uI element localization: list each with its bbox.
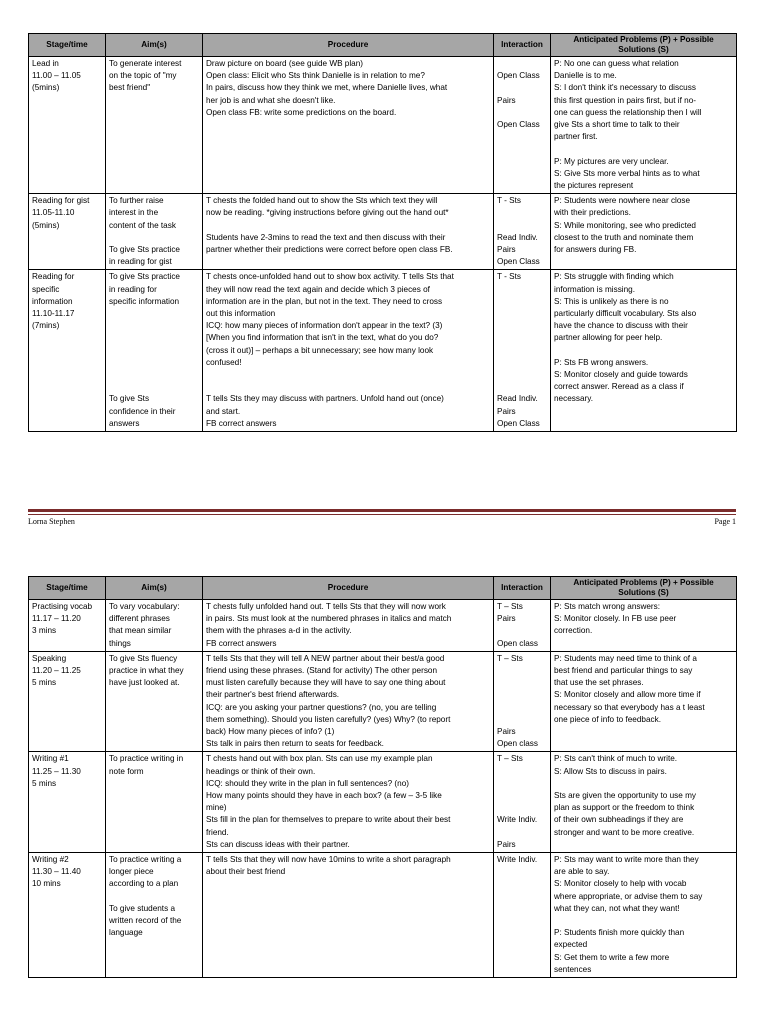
lesson-plan-table-page2	[28, 576, 737, 978]
stage-line: 10 mins	[32, 879, 61, 889]
interaction-line	[497, 369, 547, 381]
procedure-line: them something). Should you listen carefully? (yes) Why? (to report	[206, 714, 451, 724]
problems-line: Danielle is to me.	[554, 71, 617, 81]
stage-line: 5 mins	[32, 778, 57, 788]
aims-line	[109, 320, 199, 332]
procedure-line: they will now read the text again and decide which 3 pieces of	[206, 284, 430, 294]
table-body	[29, 600, 737, 978]
stage-line: Writing #2	[32, 855, 69, 865]
interaction-line	[497, 58, 547, 70]
problems-line: partner first.	[554, 132, 598, 142]
stage-line: 11.05-11.10	[32, 208, 75, 218]
cell-procedure	[203, 853, 494, 978]
aims-line	[109, 345, 199, 357]
cell-procedure	[203, 600, 494, 652]
procedure-line: Students have 2-3mins to read the text and then discuss with their	[206, 232, 446, 242]
table-header-row	[29, 577, 737, 600]
interaction-line	[497, 296, 547, 308]
cell-procedure	[203, 651, 494, 752]
problems-line: Sts are given the opportunity to use my	[554, 791, 696, 801]
cell-problems	[551, 57, 737, 194]
procedure-line: them with the phrases a-d in the activity.	[206, 626, 352, 636]
interaction-line: Pairs	[497, 614, 516, 624]
problems-line: this first question in pairs first, but if no-	[554, 95, 696, 105]
procedure-line: out this information	[206, 309, 276, 319]
lesson-plan-table-page1	[28, 33, 737, 432]
cell-problems	[551, 600, 737, 652]
interaction-line	[497, 345, 547, 357]
header-stage: Stage/time	[29, 577, 106, 600]
problems-line: necessary.	[554, 394, 593, 404]
aims-line: note form	[109, 766, 144, 776]
interaction-line: Pairs	[497, 839, 516, 849]
aims-line	[109, 308, 199, 320]
interaction-line	[497, 677, 547, 689]
header-interaction: Interaction	[494, 577, 551, 600]
header-problems-line2: Solutions (S)	[618, 45, 669, 54]
stage-line: Reading for	[32, 272, 75, 282]
procedure-line: must listen carefully because they will have to say one thing about	[206, 678, 446, 688]
cell-stage	[29, 194, 106, 270]
interaction-line	[497, 207, 547, 219]
problems-line	[554, 778, 733, 790]
aims-line: To vary vocabulary:	[109, 602, 180, 611]
header-aims: Aim(s)	[106, 34, 203, 57]
procedure-line: Open class FB: write some predictions on the board.	[206, 107, 397, 117]
header-problems	[551, 577, 737, 600]
footer-page-number: Page 1	[714, 517, 736, 526]
problems-line: that use the set phrases.	[554, 678, 644, 688]
interaction-line	[497, 802, 547, 814]
aims-line: things	[109, 638, 131, 648]
procedure-line: Sts fill in the plan for themselves to prepare to write about their best	[206, 815, 451, 825]
interaction-line: Open Class	[497, 418, 540, 428]
aims-line	[109, 232, 199, 244]
interaction-line	[497, 308, 547, 320]
interaction-line	[497, 778, 547, 790]
problems-line: with their predictions.	[554, 208, 631, 218]
procedure-line: their partner's best friend afterwards.	[206, 690, 340, 700]
procedure-line: T tells Sts they may discuss with partners. Unfold hand out (once)	[206, 394, 444, 404]
aims-line: confidence in their	[109, 406, 176, 416]
aims-line: To generate interest	[109, 59, 182, 68]
cell-interaction	[494, 194, 551, 270]
cell-problems	[551, 752, 737, 853]
cell-aims	[106, 651, 203, 752]
interaction-line	[497, 107, 547, 119]
interaction-line	[497, 320, 547, 332]
procedure-line: How many points should they have in each box? (a few – 3-5 like	[206, 791, 442, 801]
table-row	[29, 752, 737, 853]
cell-aims	[106, 752, 203, 853]
footer-author: Lorna Stephen	[28, 517, 75, 526]
stage-line: 11.17 – 11.20	[32, 614, 81, 624]
footer-rule-thin	[28, 514, 736, 515]
interaction-line: T – Sts	[497, 754, 523, 764]
cell-aims	[106, 57, 203, 194]
procedure-line: mine)	[206, 803, 227, 813]
header-stage: Stage/time	[29, 34, 106, 57]
procedure-line: Sts can discuss ideas with their partner.	[206, 839, 350, 849]
problems-line: S: Monitor closely. In FB use peer	[554, 614, 677, 624]
aims-line: To give students a	[109, 903, 175, 913]
procedure-line: In pairs, discuss how they think we met, where Danielle lives, what	[206, 83, 448, 93]
cell-interaction	[494, 270, 551, 432]
interaction-line	[497, 284, 547, 296]
interaction-line: Read Indiv.	[497, 232, 538, 242]
problems-line: P: Students may need time to think of a	[554, 653, 697, 663]
problems-line: S: Monitor closely and guide towards	[554, 370, 688, 380]
procedure-line: headings or think of their own.	[206, 766, 316, 776]
problems-line: plan as support or the freedom to think	[554, 803, 695, 813]
problems-line: sentences	[554, 964, 592, 974]
stage-line: 11.00 – 11.05	[32, 71, 81, 81]
procedure-line: now be reading. *giving instructions before giving out the hand out*	[206, 208, 449, 218]
cell-stage	[29, 752, 106, 853]
problems-line	[554, 143, 733, 155]
header-problems-line2: Solutions (S)	[618, 588, 669, 597]
problems-line: S: While monitoring, see who predicted	[554, 220, 696, 230]
procedure-line: back) How many pieces of info? (1)	[206, 727, 335, 737]
problems-line	[554, 345, 733, 357]
cell-interaction	[494, 600, 551, 652]
aims-line: in reading for gist	[109, 257, 172, 267]
problems-line: S: Give Sts more verbal hints as to what	[554, 168, 700, 178]
procedure-line: T tells Sts that they will tell A NEW partner about their best/a good	[206, 653, 445, 663]
problems-line: S: Allow Sts to discuss in pairs.	[554, 766, 667, 776]
stage-line: Speaking	[32, 653, 67, 663]
problems-line: P: Sts can't think of much to write.	[554, 754, 678, 764]
problems-line: P: Students finish more quickly than	[554, 928, 685, 938]
interaction-line: Open Class	[497, 257, 540, 267]
aims-line: according to a plan	[109, 879, 179, 889]
stage-line: (5mins)	[32, 220, 60, 230]
interaction-line	[497, 220, 547, 232]
aims-line: To further raise	[109, 196, 164, 206]
table-row	[29, 853, 737, 978]
problems-line: of their own subheadings if they are	[554, 815, 684, 825]
cell-aims	[106, 270, 203, 432]
interaction-line: Pairs	[497, 245, 516, 254]
aims-line: specific information	[109, 296, 180, 306]
aims-line: answers	[109, 418, 140, 428]
problems-line: necessary so that everybody has a t least	[554, 702, 705, 712]
procedure-line: in pairs. Sts must look at the numbered phrases in italics and match	[206, 614, 452, 624]
aims-line: different phrases	[109, 614, 170, 624]
cell-problems	[551, 194, 737, 270]
problems-line: P: Sts may want to write more than they	[554, 855, 699, 865]
aims-line	[109, 332, 199, 344]
cell-stage	[29, 270, 106, 432]
problems-line: P: Students were nowhere near close	[554, 196, 691, 206]
stage-line: (7mins)	[32, 321, 60, 331]
interaction-line: T - Sts	[497, 196, 521, 206]
header-problems-line1: Anticipated Problems (P) + Possible	[573, 35, 714, 44]
footer-rule	[28, 509, 736, 512]
stage-line: Writing #1	[32, 754, 69, 764]
table-row	[29, 270, 737, 432]
aims-line: language	[109, 928, 143, 938]
problems-line: for answers during FB.	[554, 245, 637, 255]
cell-stage	[29, 651, 106, 752]
interaction-line	[497, 689, 547, 701]
header-problems-line1: Anticipated Problems (P) + Possible	[573, 578, 714, 587]
procedure-line: Draw picture on board (see guide WB plan)	[206, 59, 364, 68]
cell-interaction	[494, 853, 551, 978]
aims-line: To practice writing in	[109, 754, 184, 764]
stage-line: information	[32, 296, 73, 306]
problems-line: correct answer. Reread as a class if	[554, 382, 684, 392]
problems-line: S: Get them to write a few more	[554, 952, 670, 962]
problems-line: P: Sts FB wrong answers.	[554, 357, 649, 367]
aims-line: longer piece	[109, 867, 154, 877]
stage-line: 3 mins	[32, 626, 57, 636]
procedure-line: ICQ: how many pieces of information don't appear in the text? (3)	[206, 321, 443, 331]
problems-line: S: Monitor closely and allow more time if	[554, 690, 701, 700]
aims-line: To give Sts practice	[109, 245, 180, 255]
aims-line: To give Sts fluency	[109, 653, 178, 663]
aims-line: content of the task	[109, 220, 176, 230]
problems-line: S: Monitor closely to help with vocab	[554, 879, 687, 889]
procedure-line: Sts talk in pairs then return to seats for feedback.	[206, 739, 384, 749]
stage-line: Practising vocab	[32, 602, 93, 611]
procedure-line: Open class: Elicit who Sts think Danielle is in relation to me?	[206, 71, 425, 81]
interaction-line	[497, 332, 547, 344]
problems-line: information is missing.	[554, 284, 635, 294]
problems-line: particularly difficult vocabulary. Sts also	[554, 309, 697, 319]
aims-line: practice in what they	[109, 666, 184, 676]
interaction-line: Write Indiv.	[497, 855, 538, 865]
cell-problems	[551, 270, 737, 432]
cell-problems	[551, 853, 737, 978]
procedure-line: and start.	[206, 406, 241, 416]
cell-stage	[29, 600, 106, 652]
problems-line: correction.	[554, 626, 593, 636]
cell-problems	[551, 651, 737, 752]
problems-line: P: Sts match wrong answers:	[554, 602, 661, 611]
interaction-line: Pairs	[497, 726, 516, 736]
aims-line	[109, 369, 199, 381]
stage-line: 5 mins	[32, 678, 57, 688]
interaction-line	[497, 766, 547, 778]
problems-line: what they can, not what they want!	[554, 903, 680, 913]
header-interaction: Interaction	[494, 34, 551, 57]
problems-line: S: This is unlikely as there is no	[554, 296, 669, 306]
aims-line	[109, 891, 199, 903]
procedure-line: [When you find information that isn't in the text, what do you do?	[206, 333, 439, 343]
interaction-line: T – Sts	[497, 653, 523, 663]
procedure-line: ICQ: should they write in the plan in full sentences? (no)	[206, 778, 409, 788]
problems-line	[554, 915, 733, 927]
procedure-line: friend.	[206, 827, 229, 837]
interaction-line	[497, 714, 547, 726]
table-row	[29, 57, 737, 194]
problems-line: expected	[554, 940, 588, 950]
aims-line: written record of the	[109, 916, 182, 926]
interaction-line: T - Sts	[497, 272, 521, 282]
problems-line: P: My pictures are very unclear.	[554, 156, 669, 166]
procedure-line	[206, 369, 490, 381]
problems-line: S: I don't think it's necessary to discuss	[554, 83, 696, 93]
interaction-line	[497, 357, 547, 369]
interaction-line	[497, 665, 547, 677]
procedure-line: T chests fully unfolded hand out. T tells Sts that they will now work	[206, 602, 446, 611]
procedure-line: FB correct answers	[206, 638, 277, 648]
cell-procedure	[203, 270, 494, 432]
aims-line: on the topic of "my	[109, 71, 177, 81]
procedure-line	[206, 381, 490, 393]
table-row	[29, 194, 737, 270]
interaction-line	[497, 625, 547, 637]
aims-line: that mean similar	[109, 626, 172, 636]
interaction-line	[497, 381, 547, 393]
problems-line: give Sts a short time to talk to their	[554, 120, 680, 130]
table-row	[29, 651, 737, 752]
stage-line: 11.25 – 11.30	[32, 766, 81, 776]
aims-line: To give Sts	[109, 394, 150, 404]
aims-line: have just looked at.	[109, 678, 180, 688]
stage-line: 11.30 – 11.40	[32, 867, 81, 877]
interaction-line: Pairs	[497, 406, 516, 416]
procedure-line: information are in the plan, but not in the text. They need to cross	[206, 296, 443, 306]
stage-line: specific	[32, 284, 60, 294]
interaction-line: Open Class	[497, 71, 540, 81]
table-row	[29, 600, 737, 652]
table-body	[29, 57, 737, 432]
aims-line	[109, 357, 199, 369]
aims-line: best friend"	[109, 83, 151, 93]
header-procedure: Procedure	[203, 34, 494, 57]
procedure-line: her job is and what she doesn't like.	[206, 95, 336, 105]
problems-line: where appropriate, or advise them to say	[554, 891, 703, 901]
problems-line: one can guess the relationship then I will	[554, 107, 702, 117]
interaction-line: Read Indiv.	[497, 394, 538, 404]
interaction-line	[497, 82, 547, 94]
stage-line: 11.10-11.17	[32, 309, 75, 319]
cell-interaction	[494, 651, 551, 752]
cell-aims	[106, 600, 203, 652]
procedure-line: T chests once-unfolded hand out to show box activity. T tells Sts that	[206, 272, 454, 282]
cell-aims	[106, 853, 203, 978]
problems-line: P: No one can guess what relation	[554, 59, 679, 68]
procedure-line: FB correct answers	[206, 418, 277, 428]
interaction-line: Open class	[497, 739, 538, 749]
header-aims: Aim(s)	[106, 577, 203, 600]
header-procedure: Procedure	[203, 577, 494, 600]
interaction-line	[497, 702, 547, 714]
stage-line: (5mins)	[32, 83, 60, 93]
problems-line: best friend and particular things to say	[554, 666, 693, 676]
cell-aims	[106, 194, 203, 270]
aims-line: interest in the	[109, 208, 159, 218]
interaction-line: T – Sts	[497, 602, 523, 611]
procedure-line: T chests the folded hand out to show the Sts which text they will	[206, 196, 438, 206]
stage-line: Lead in	[32, 59, 59, 68]
problems-line: have the chance to discuss with their	[554, 321, 688, 331]
interaction-line: Pairs	[497, 95, 516, 105]
aims-line: To practice writing a	[109, 855, 182, 865]
cell-stage	[29, 57, 106, 194]
cell-procedure	[203, 752, 494, 853]
problems-line: one piece of info to feedback.	[554, 714, 661, 724]
problems-line: stronger and want to be more creative.	[554, 827, 695, 837]
table-header-row	[29, 34, 737, 57]
interaction-line	[497, 827, 547, 839]
procedure-line	[206, 220, 490, 232]
cell-procedure	[203, 194, 494, 270]
problems-line: partner allowing for peer help.	[554, 333, 663, 343]
interaction-line	[497, 790, 547, 802]
aims-line: To give Sts practice	[109, 272, 180, 282]
interaction-line: Open class	[497, 638, 538, 648]
cell-stage	[29, 853, 106, 978]
interaction-line: Open Class	[497, 119, 540, 129]
procedure-line: about their best friend	[206, 867, 286, 877]
interaction-line: Write Indiv.	[497, 815, 538, 825]
procedure-line: partner whether their predictions were correct before open class FB.	[206, 245, 453, 255]
problems-line: are able to say.	[554, 867, 610, 877]
aims-line: in reading for	[109, 284, 157, 294]
problems-line: P: Sts struggle with finding which	[554, 272, 674, 282]
cell-interaction	[494, 752, 551, 853]
procedure-line: ICQ: are you asking your partner questions? (no, you are telling	[206, 702, 437, 712]
stage-line: Reading for gist	[32, 196, 90, 206]
cell-procedure	[203, 57, 494, 194]
problems-line: closest to the truth and nominate them	[554, 232, 694, 242]
procedure-line: T chests hand out with box plan. Sts can use my example plan	[206, 754, 433, 764]
aims-line	[109, 381, 199, 393]
procedure-line: (cross it out)] – perhaps a bit unnecessary; see how many look	[206, 345, 434, 355]
header-problems	[551, 34, 737, 57]
problems-line: the pictures represent	[554, 181, 634, 191]
procedure-line: T tells Sts that they will now have 10mins to write a short paragraph	[206, 855, 451, 865]
stage-line: 11.20 – 11.25	[32, 666, 81, 676]
cell-interaction	[494, 57, 551, 194]
procedure-line: friend using these phrases. (Stand for activity) The other person	[206, 666, 438, 676]
procedure-line: confused!	[206, 357, 242, 367]
